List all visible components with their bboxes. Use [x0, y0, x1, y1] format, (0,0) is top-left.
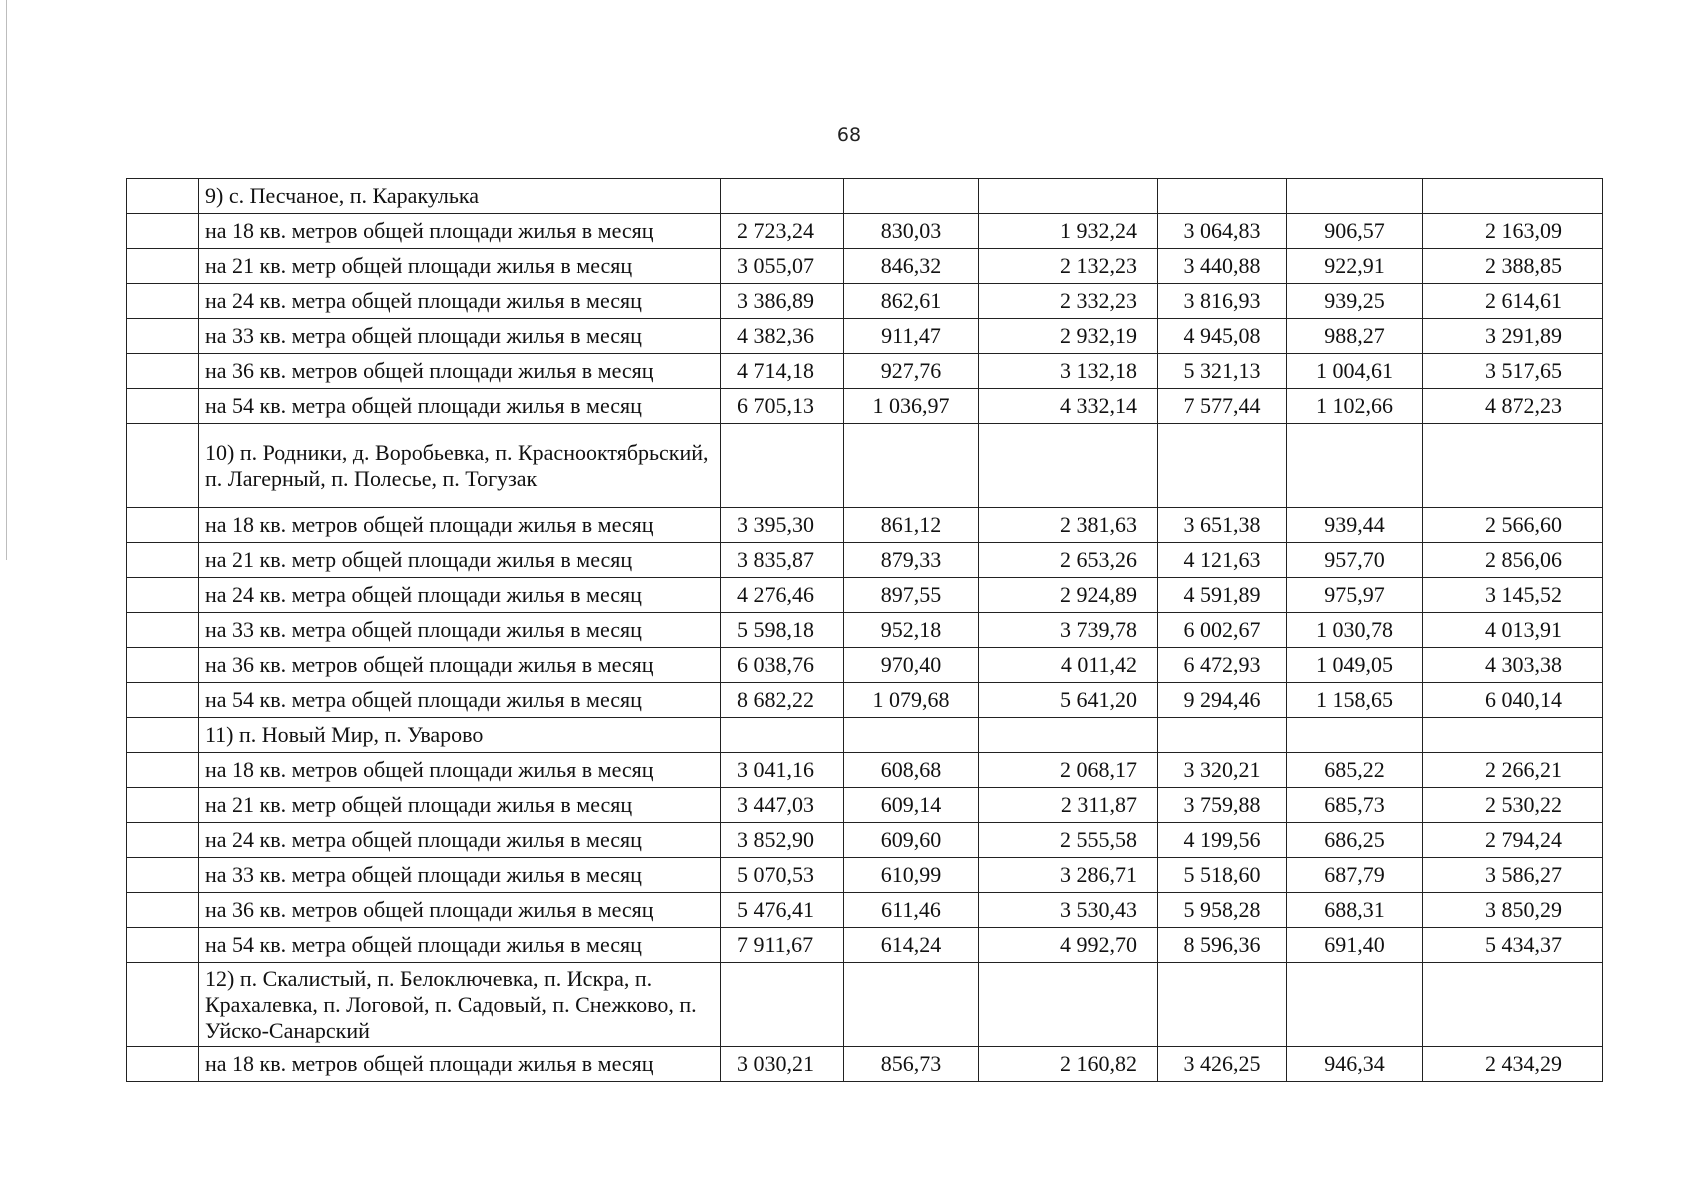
value-cell-1 [721, 424, 844, 508]
group-header-row [127, 963, 1603, 1047]
value-cell-2 [844, 718, 979, 753]
value-cell-4 [1158, 424, 1287, 508]
row-label: на 33 кв. метра общей площади жилья в месяц [199, 613, 721, 648]
index-cell [127, 823, 199, 858]
group-label: 11) п. Новый Мир, п. Уварово [199, 718, 721, 753]
value-cell-2 [844, 963, 979, 1047]
table-row [127, 788, 1603, 823]
index-cell [127, 963, 199, 1047]
group-header-row [127, 718, 1603, 753]
group-header-row [127, 179, 1603, 214]
value-cell-6: 2 530,22 [1423, 788, 1603, 823]
value-cell-1: 3 030,21 [721, 1047, 844, 1082]
value-cell-2: 1 079,68 [844, 683, 979, 718]
value-cell-2: 1 036,97 [844, 389, 979, 424]
row-label: на 54 кв. метра общей площади жилья в месяц [199, 389, 721, 424]
row-label: на 24 кв. метра общей площади жилья в месяц [199, 823, 721, 858]
table-row [127, 613, 1603, 648]
value-cell-2: 927,76 [844, 354, 979, 389]
value-cell-2: 609,60 [844, 823, 979, 858]
row-label: на 24 кв. метра общей площади жилья в месяц [199, 284, 721, 319]
value-cell-4: 5 321,13 [1158, 354, 1287, 389]
value-cell-6: 3 291,89 [1423, 319, 1603, 354]
index-cell [127, 319, 199, 354]
index-cell [127, 893, 199, 928]
value-cell-3: 2 311,87 [979, 788, 1158, 823]
table-row [127, 928, 1603, 963]
index-cell [127, 543, 199, 578]
value-cell-5: 687,79 [1287, 858, 1423, 893]
value-cell-2: 862,61 [844, 284, 979, 319]
table-row [127, 1047, 1603, 1082]
value-cell-3: 2 132,23 [979, 249, 1158, 284]
value-cell-1: 3 852,90 [721, 823, 844, 858]
value-cell-6: 4 872,23 [1423, 389, 1603, 424]
table-row [127, 648, 1603, 683]
value-cell-3: 3 530,43 [979, 893, 1158, 928]
value-cell-5: 686,25 [1287, 823, 1423, 858]
value-cell-6: 2 794,24 [1423, 823, 1603, 858]
row-label: на 33 кв. метра общей площади жилья в месяц [199, 319, 721, 354]
table-row [127, 249, 1603, 284]
index-cell [127, 613, 199, 648]
row-label: на 54 кв. метра общей площади жилья в месяц [199, 928, 721, 963]
index-cell [127, 753, 199, 788]
value-cell-2: 846,32 [844, 249, 979, 284]
value-cell-4: 3 759,88 [1158, 788, 1287, 823]
value-cell-2: 970,40 [844, 648, 979, 683]
value-cell-2 [844, 424, 979, 508]
value-cell-6 [1423, 179, 1603, 214]
group-label: 9) с. Песчаное, п. Каракулька [199, 179, 721, 214]
value-cell-4: 3 064,83 [1158, 214, 1287, 249]
value-cell-5 [1287, 424, 1423, 508]
row-label: на 54 кв. метра общей площади жилья в месяц [199, 683, 721, 718]
value-cell-5: 688,31 [1287, 893, 1423, 928]
value-cell-6: 2 856,06 [1423, 543, 1603, 578]
table-row [127, 858, 1603, 893]
value-cell-5: 1 030,78 [1287, 613, 1423, 648]
tariff-table [126, 178, 1603, 1082]
value-cell-4: 6 472,93 [1158, 648, 1287, 683]
table-row [127, 578, 1603, 613]
value-cell-3: 2 932,19 [979, 319, 1158, 354]
row-label: на 36 кв. метров общей площади жилья в месяц [199, 648, 721, 683]
value-cell-6: 6 040,14 [1423, 683, 1603, 718]
value-cell-1: 5 598,18 [721, 613, 844, 648]
row-label: на 21 кв. метр общей площади жилья в месяц [199, 543, 721, 578]
value-cell-6: 2 388,85 [1423, 249, 1603, 284]
index-cell [127, 1047, 199, 1082]
row-label: на 36 кв. метров общей площади жилья в месяц [199, 893, 721, 928]
value-cell-6: 4 013,91 [1423, 613, 1603, 648]
value-cell-1: 8 682,22 [721, 683, 844, 718]
value-cell-6: 2 434,29 [1423, 1047, 1603, 1082]
value-cell-5 [1287, 718, 1423, 753]
table-row [127, 319, 1603, 354]
row-label: на 36 кв. метров общей площади жилья в месяц [199, 354, 721, 389]
value-cell-5: 685,22 [1287, 753, 1423, 788]
value-cell-4: 8 596,36 [1158, 928, 1287, 963]
value-cell-4: 5 958,28 [1158, 893, 1287, 928]
value-cell-3: 4 011,42 [979, 648, 1158, 683]
value-cell-3: 2 332,23 [979, 284, 1158, 319]
value-cell-5: 691,40 [1287, 928, 1423, 963]
value-cell-4: 3 816,93 [1158, 284, 1287, 319]
value-cell-6: 2 614,61 [1423, 284, 1603, 319]
index-cell [127, 788, 199, 823]
value-cell-3: 2 381,63 [979, 508, 1158, 543]
value-cell-1: 3 447,03 [721, 788, 844, 823]
value-cell-1: 7 911,67 [721, 928, 844, 963]
value-cell-6: 3 586,27 [1423, 858, 1603, 893]
value-cell-6 [1423, 718, 1603, 753]
value-cell-2: 952,18 [844, 613, 979, 648]
value-cell-5: 939,44 [1287, 508, 1423, 543]
value-cell-4 [1158, 718, 1287, 753]
value-cell-4: 7 577,44 [1158, 389, 1287, 424]
value-cell-2: 856,73 [844, 1047, 979, 1082]
index-cell [127, 508, 199, 543]
value-cell-4 [1158, 963, 1287, 1047]
table-body [127, 179, 1603, 1082]
value-cell-4: 4 121,63 [1158, 543, 1287, 578]
value-cell-4: 3 320,21 [1158, 753, 1287, 788]
table-row [127, 508, 1603, 543]
value-cell-1: 6 038,76 [721, 648, 844, 683]
group-label: 10) п. Родники, д. Воробьевка, п. Краснооктябрьский, п. Лагерный, п. Полесье, п. Тогузак [199, 424, 721, 508]
row-label: на 33 кв. метра общей площади жилья в месяц [199, 858, 721, 893]
value-cell-2 [844, 179, 979, 214]
index-cell [127, 928, 199, 963]
value-cell-3: 4 332,14 [979, 389, 1158, 424]
table-row [127, 823, 1603, 858]
value-cell-3: 2 160,82 [979, 1047, 1158, 1082]
index-cell [127, 249, 199, 284]
value-cell-2: 609,14 [844, 788, 979, 823]
value-cell-1 [721, 963, 844, 1047]
value-cell-3: 4 992,70 [979, 928, 1158, 963]
group-header-row [127, 424, 1603, 508]
value-cell-3: 5 641,20 [979, 683, 1158, 718]
index-cell [127, 578, 199, 613]
value-cell-5: 975,97 [1287, 578, 1423, 613]
value-cell-2: 610,99 [844, 858, 979, 893]
value-cell-5 [1287, 179, 1423, 214]
value-cell-3: 3 132,18 [979, 354, 1158, 389]
row-label: на 24 кв. метра общей площади жилья в месяц [199, 578, 721, 613]
value-cell-5: 1 102,66 [1287, 389, 1423, 424]
table-row [127, 389, 1603, 424]
value-cell-1 [721, 179, 844, 214]
value-cell-5: 946,34 [1287, 1047, 1423, 1082]
value-cell-2: 830,03 [844, 214, 979, 249]
value-cell-4 [1158, 179, 1287, 214]
value-cell-1 [721, 718, 844, 753]
value-cell-2: 861,12 [844, 508, 979, 543]
value-cell-5: 906,57 [1287, 214, 1423, 249]
value-cell-3: 2 555,58 [979, 823, 1158, 858]
value-cell-5: 1 004,61 [1287, 354, 1423, 389]
index-cell [127, 284, 199, 319]
value-cell-1: 3 835,87 [721, 543, 844, 578]
value-cell-2: 879,33 [844, 543, 979, 578]
value-cell-4: 9 294,46 [1158, 683, 1287, 718]
value-cell-3 [979, 963, 1158, 1047]
value-cell-6 [1423, 963, 1603, 1047]
value-cell-6: 3 850,29 [1423, 893, 1603, 928]
value-cell-5: 922,91 [1287, 249, 1423, 284]
table-row [127, 893, 1603, 928]
row-label: на 18 кв. метров общей площади жилья в месяц [199, 753, 721, 788]
value-cell-1: 3 041,16 [721, 753, 844, 788]
value-cell-2: 611,46 [844, 893, 979, 928]
value-cell-6 [1423, 424, 1603, 508]
table-row [127, 284, 1603, 319]
value-cell-4: 5 518,60 [1158, 858, 1287, 893]
table-row [127, 214, 1603, 249]
value-cell-1: 5 070,53 [721, 858, 844, 893]
value-cell-2: 897,55 [844, 578, 979, 613]
value-cell-3 [979, 718, 1158, 753]
index-cell [127, 718, 199, 753]
row-label: на 21 кв. метр общей площади жилья в месяц [199, 249, 721, 284]
row-label: на 18 кв. метров общей площади жилья в месяц [199, 214, 721, 249]
value-cell-3: 3 286,71 [979, 858, 1158, 893]
index-cell [127, 424, 199, 508]
value-cell-5: 939,25 [1287, 284, 1423, 319]
index-cell [127, 389, 199, 424]
value-cell-3 [979, 424, 1158, 508]
index-cell [127, 683, 199, 718]
value-cell-2: 614,24 [844, 928, 979, 963]
value-cell-2: 911,47 [844, 319, 979, 354]
value-cell-4: 4 945,08 [1158, 319, 1287, 354]
value-cell-6: 2 266,21 [1423, 753, 1603, 788]
index-cell [127, 648, 199, 683]
value-cell-3: 2 653,26 [979, 543, 1158, 578]
value-cell-3: 2 924,89 [979, 578, 1158, 613]
value-cell-6: 4 303,38 [1423, 648, 1603, 683]
table-row [127, 543, 1603, 578]
value-cell-6: 2 163,09 [1423, 214, 1603, 249]
value-cell-3: 2 068,17 [979, 753, 1158, 788]
value-cell-1: 2 723,24 [721, 214, 844, 249]
table-row [127, 683, 1603, 718]
value-cell-3: 3 739,78 [979, 613, 1158, 648]
scan-edge-line [6, 0, 7, 560]
value-cell-5 [1287, 963, 1423, 1047]
value-cell-3 [979, 179, 1158, 214]
row-label: на 18 кв. метров общей площади жилья в месяц [199, 1047, 721, 1082]
value-cell-5: 685,73 [1287, 788, 1423, 823]
value-cell-4: 4 199,56 [1158, 823, 1287, 858]
value-cell-5: 1 049,05 [1287, 648, 1423, 683]
value-cell-4: 6 002,67 [1158, 613, 1287, 648]
table-row [127, 753, 1603, 788]
page-number: 68 [836, 124, 862, 146]
index-cell [127, 179, 199, 214]
value-cell-1: 4 714,18 [721, 354, 844, 389]
value-cell-3: 1 932,24 [979, 214, 1158, 249]
value-cell-5: 1 158,65 [1287, 683, 1423, 718]
value-cell-1: 3 055,07 [721, 249, 844, 284]
value-cell-1: 3 386,89 [721, 284, 844, 319]
table-row [127, 354, 1603, 389]
row-label: на 21 кв. метр общей площади жилья в месяц [199, 788, 721, 823]
value-cell-2: 608,68 [844, 753, 979, 788]
index-cell [127, 214, 199, 249]
value-cell-1: 4 276,46 [721, 578, 844, 613]
value-cell-6: 3 145,52 [1423, 578, 1603, 613]
value-cell-1: 6 705,13 [721, 389, 844, 424]
value-cell-1: 5 476,41 [721, 893, 844, 928]
value-cell-4: 4 591,89 [1158, 578, 1287, 613]
value-cell-6: 3 517,65 [1423, 354, 1603, 389]
value-cell-4: 3 440,88 [1158, 249, 1287, 284]
value-cell-6: 2 566,60 [1423, 508, 1603, 543]
group-label: 12) п. Скалистый, п. Белоключевка, п. Искра, п. Крахалевка, п. Логовой, п. Садовый, п. Снежково, п. Уйско-Санарский [199, 963, 721, 1047]
value-cell-1: 3 395,30 [721, 508, 844, 543]
index-cell [127, 354, 199, 389]
value-cell-4: 3 651,38 [1158, 508, 1287, 543]
row-label: на 18 кв. метров общей площади жилья в месяц [199, 508, 721, 543]
value-cell-5: 957,70 [1287, 543, 1423, 578]
value-cell-5: 988,27 [1287, 319, 1423, 354]
value-cell-6: 5 434,37 [1423, 928, 1603, 963]
value-cell-1: 4 382,36 [721, 319, 844, 354]
index-cell [127, 858, 199, 893]
value-cell-4: 3 426,25 [1158, 1047, 1287, 1082]
